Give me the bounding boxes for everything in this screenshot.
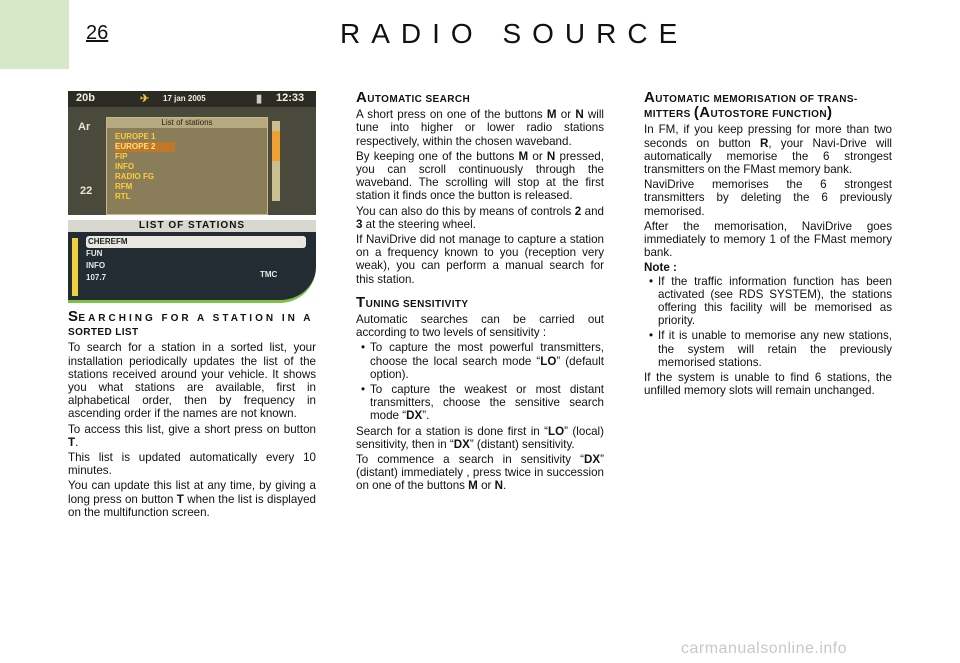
bullet-list <box>356 341 604 422</box>
paragraph: If NaviDrive did not manage to capture a station on a frequency known to you (reception very weak), you can perform a manual search for this station. <box>356 233 604 286</box>
paragraph: If the system is unable to find 6 stations, the unfilled memory slots will remain unchanged. <box>644 371 892 398</box>
paragraph: NaviDrive memorises the 6 strongest transmitters by deleting the 6 previously memorised. <box>644 178 892 218</box>
paragraph: To access this list, give a short press on button T. <box>68 422 316 449</box>
station-list-scrollbar <box>272 121 280 201</box>
station-item: RADIO FG <box>115 172 155 181</box>
screen-status-bar <box>68 91 316 107</box>
paragraph: After the memorisation, NaviDrive goes immediately to memory 1 of the FMast memory bank. <box>644 219 892 260</box>
section-heading-automatic-search: AUTOMATIC SEARCH <box>356 89 471 106</box>
station-item: FIP <box>115 152 128 161</box>
middle-column <box>356 91 604 495</box>
page-number: 26 <box>86 22 109 44</box>
multifunction-screen-list <box>68 91 316 215</box>
paragraph: This list is updated automatically every 10 minutes. <box>68 451 316 478</box>
phone-icon: ▮ <box>256 93 263 105</box>
paragraph: You can update this list at any time, by giving a long press on button T when the list is displayed on the multifunction screen. <box>68 479 316 519</box>
paragraph: You can also do this by means of controls 2 and 3 at the steering wheel. <box>356 204 604 231</box>
display-station: INFO <box>86 261 106 270</box>
bullet-item: • To capture the most powerful transmitters, choose the local search mode “LO” (default option). <box>370 341 604 381</box>
station-list-panel <box>106 117 268 215</box>
station-item: EUROPE 1 <box>115 132 156 141</box>
station-item-selected: EUROPE 2 <box>115 142 175 152</box>
section-heading-tuning-sensitivity: TUNING SENSITIVITY <box>356 293 469 311</box>
screen-side-label-top: Ar <box>78 121 91 133</box>
paragraph: Automatic searches can be carried out according to two levels of sensitivity : <box>356 313 604 340</box>
display-tmc-label: TMC <box>260 270 278 279</box>
paragraph: To search for a station in a sorted list, your installation periodically updates the list of the stations received around your vehicle. It shows you what stations are available, first in alphabetical order, then by frequency in ascending order if the names are not known. <box>68 341 316 421</box>
bullet-item: • If the traffic information function has been activated (see RDS SYSTEM), the stations offering this facility will be memorised as priority. <box>658 275 892 328</box>
station-item: RTL <box>115 192 131 201</box>
page-title: RADIO SOURCE <box>340 18 689 49</box>
watermark: carmanualsonline.info <box>681 640 848 657</box>
paragraph: By keeping one of the buttons M or N pressed, you can scroll continuously through the waveband. The scrolling will stop at the first station it finds once the button is released. <box>356 149 604 203</box>
screen-status-left: 20b <box>76 92 95 104</box>
display-level-bar <box>72 238 78 296</box>
display-station: FUN <box>86 249 103 258</box>
station-item: RFM <box>115 182 133 191</box>
display-screen-list <box>68 220 316 303</box>
display-station-selected: CHEREFM <box>86 236 306 248</box>
station-list <box>115 132 175 202</box>
paragraph: Search for a station is done first in “LO” (local) sensitivity, then in “DX” (distant) sensitivity. <box>356 424 604 451</box>
screen-side-label-bottom: 22 <box>80 185 93 197</box>
section-heading-autostore: AUTOMATIC MEMORISATION OF TRANS- MITTERS (AUTOSTORE FUNCTION) <box>644 89 858 122</box>
page-corner-tab <box>0 0 69 69</box>
bullet-list <box>644 275 892 369</box>
paragraph: In FM, if you keep pressing for more than two seconds on button R, your Navi-Drive will automatically memorise the 6 strongest transmitters on the FMast memory bank. <box>644 123 892 177</box>
paragraph: To commence a search in sensitivity “DX” (distant) immediately , press twice in succession on one of the buttons M or N. <box>356 453 604 493</box>
left-column <box>68 310 316 521</box>
bullet-item: • To capture the weakest or most distant transmitters, choose the sensitive search mode “DX”. <box>370 383 604 423</box>
bullet-item: • If it is unable to memorise any new stations, the system will retain the previously memorised stations. <box>658 329 892 369</box>
note-label: Note : <box>644 261 677 275</box>
station-list-panel-title: List of stations <box>107 118 267 128</box>
screen-time: 12:33 <box>276 92 305 104</box>
screen-status-icon: ✈ <box>140 93 150 105</box>
display-title: LIST OF STATIONS <box>68 220 316 232</box>
paragraph: A short press on one of the buttons M or N will tune into higher or lower radio stations respectively, within the chosen waveband. <box>356 108 604 148</box>
screen-date: 17 jan 2005 <box>163 94 206 103</box>
section-heading-sorted-list: SEARCHING FOR A STATION IN A SORTED LIST <box>68 308 314 339</box>
display-station: 107.7 <box>86 273 107 282</box>
right-column <box>644 91 892 399</box>
station-item: INFO <box>115 162 135 171</box>
